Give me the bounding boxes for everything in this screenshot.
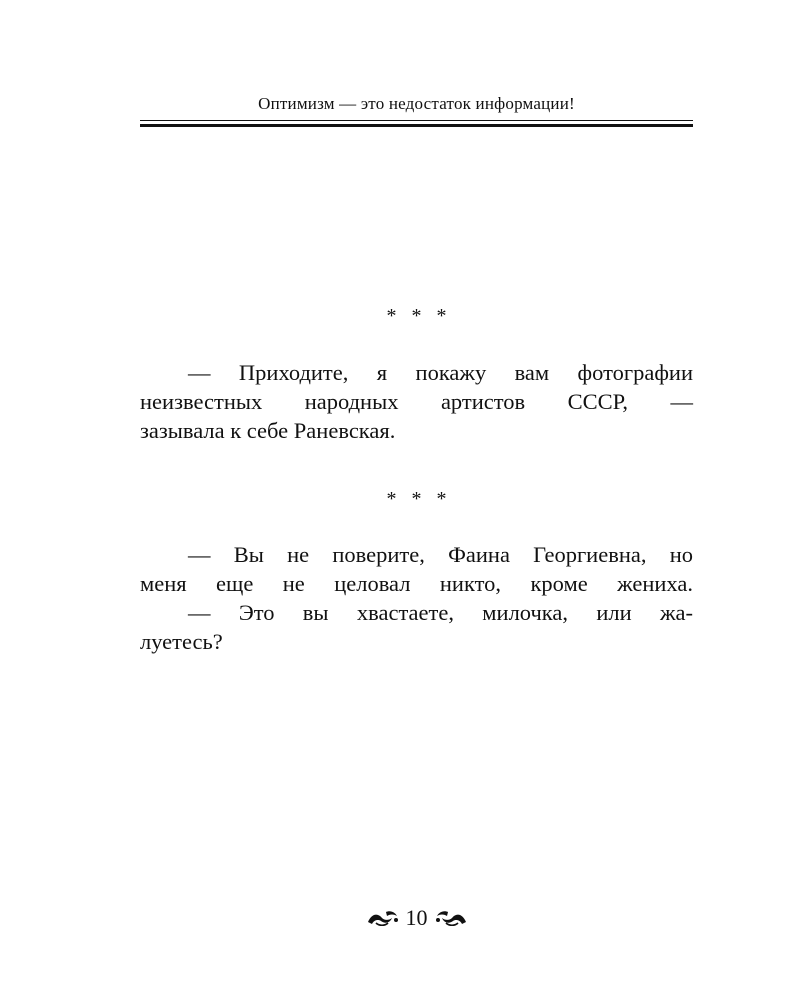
anecdote-2-line-3: — Это вы хвастаете, милочка, или жа-	[188, 600, 693, 625]
anecdote-1-line-2: неизвестных народных артистов СССР, —	[140, 389, 693, 414]
running-title: Оптимизм — это недостаток информации!	[258, 94, 575, 113]
header-rule-thin	[140, 120, 693, 121]
page-number: 10	[405, 905, 428, 930]
anecdote-2-line-4: луетесь?	[140, 629, 223, 654]
section-separator-1: * * *	[386, 305, 447, 327]
anecdote-1	[140, 358, 693, 445]
anecdote-2-line-1: — Вы не поверите, Фаина Георгиевна, но	[188, 542, 693, 567]
fleuron-left-icon	[366, 909, 400, 927]
anecdote-2-line-2: меня еще не целовал никто, кроме жениха.	[140, 571, 693, 596]
anecdote-1-line-3: зазывала к себе Раневская.	[140, 418, 396, 443]
header-rule-thick	[140, 124, 693, 127]
fleuron-right-icon	[434, 909, 468, 927]
section-separator-2: * * *	[386, 488, 447, 510]
anecdote-1-line-1: — Приходите, я покажу вам фотографии	[188, 360, 693, 385]
anecdote-2	[140, 540, 693, 656]
page-folio	[140, 905, 693, 931]
